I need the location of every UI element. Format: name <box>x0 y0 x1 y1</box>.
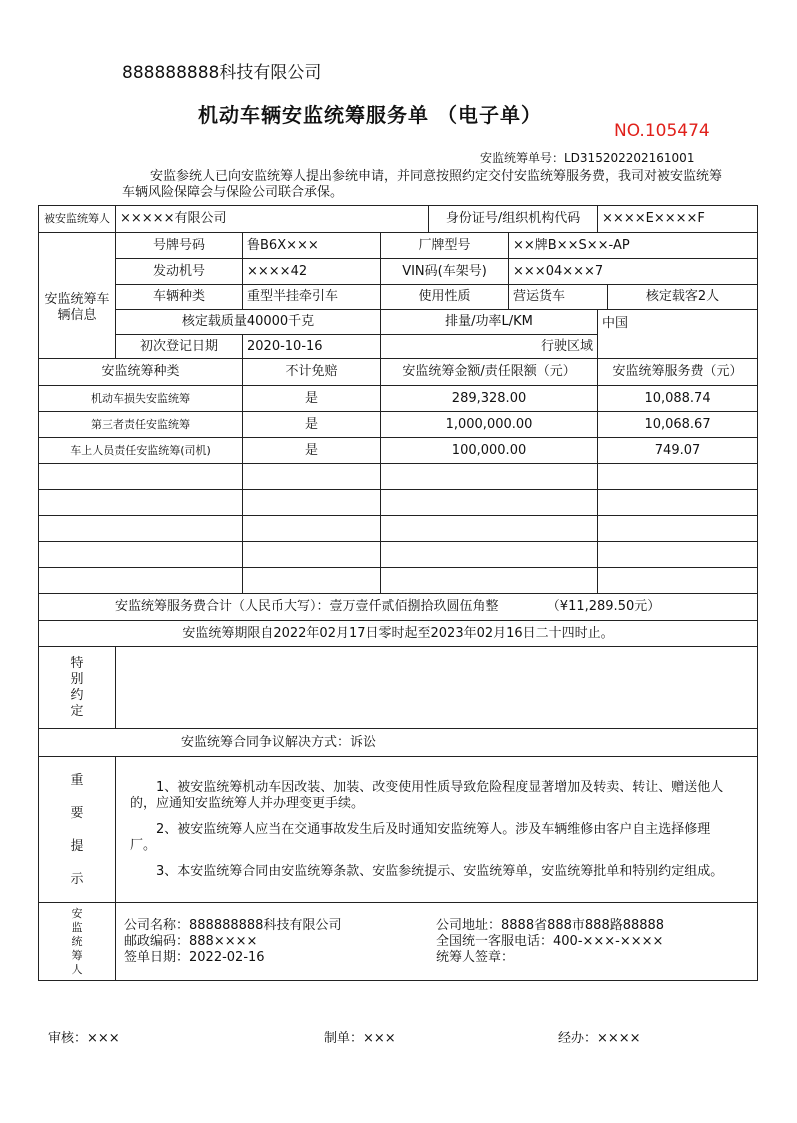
fee-total-label: 安监统筹服务费合计（人民币大写）：壹万壹仟贰佰捌拾玖圆伍角整 <box>115 599 499 614</box>
company-name-header: 888888888科技有限公司 <box>122 63 322 83</box>
insurer-company: 公司名称：888888888科技有限公司 <box>124 917 342 933</box>
coverage-header-type: 安监统筹种类 <box>39 359 243 386</box>
insurer-postcode: 邮政编码：888×××× <box>124 933 258 949</box>
footer-review: 审核：××× <box>48 1031 120 1046</box>
mass-value: 核定载质量40000千克 <box>116 310 381 335</box>
empty-row <box>39 568 758 594</box>
coverage-header-deductible: 不计免赔 <box>243 359 381 386</box>
table-row <box>39 386 758 412</box>
intro-text: 安监参统人已向安监统筹人提出参统申请，并同意按照约定交付安监统筹服务费，我司对被安监统筹车辆风险保障会与保险公司联合承保。 <box>122 169 723 200</box>
dispute-resolution: 安监统筹合同争议解决方式：诉讼 <box>39 729 758 757</box>
coverage-deductible: 是 <box>243 386 381 412</box>
model-value: ××牌B××S××-AP <box>509 233 758 259</box>
coverage-type: 车上人员责任安监统筹(司机) <box>39 438 243 464</box>
notice-content <box>116 757 758 903</box>
coverage-amount: 1,000,000.00 <box>381 412 598 438</box>
engine-value: ××××42 <box>243 259 381 285</box>
service-form-table <box>38 205 758 981</box>
insurer-signature: 统筹人签章： <box>436 949 515 965</box>
coverage-deductible: 是 <box>243 412 381 438</box>
coverage-header-amount: 安监统筹金额/责任限额（元） <box>381 359 598 386</box>
coverage-amount: 100,000.00 <box>381 438 598 464</box>
vehicle-type-value: 重型半挂牵引车 <box>243 285 381 310</box>
fee-total-amount: （¥11,289.50元） <box>546 599 661 614</box>
coverage-fee: 10,068.67 <box>598 412 758 438</box>
insured-name: ×××××有限公司 <box>116 206 429 233</box>
blank-cell <box>381 335 509 359</box>
engine-label: 发动机号 <box>116 259 243 285</box>
insurer-sign-date: 签单日期：2022-02-16 <box>124 949 265 965</box>
document-title: 机动车辆安监统筹服务单 （电子单） <box>198 103 542 127</box>
notice-label: 重要提示 <box>70 772 84 887</box>
insured-label: 被安监统筹人 <box>39 206 116 233</box>
region-label: 行驶区域 <box>509 335 598 359</box>
empty-row <box>39 516 758 542</box>
notice-item: 3、本安监统筹合同由安监统筹条款、安监参统提示、安监统筹单，安监统筹批单和特别约定组成。 <box>156 863 724 879</box>
usage-label: 使用性质 <box>381 285 509 310</box>
table-row <box>39 438 758 464</box>
id-label: 身份证号/组织机构代码 <box>429 206 598 233</box>
coverage-type: 机动车损失安监统筹 <box>39 386 243 412</box>
coverage-header-fee: 安监统筹服务费（元） <box>598 359 758 386</box>
coverage-deductible: 是 <box>243 438 381 464</box>
coverage-fee: 749.07 <box>598 438 758 464</box>
special-content <box>116 647 758 729</box>
notice-item: 2、被安监统筹人应当在交通事故发生后及时通知安监统筹人。涉及车辆维修由客户自主选择修理厂。 <box>130 821 711 853</box>
document-number: NO.105474 <box>614 121 710 141</box>
usage-value: 营运货车 <box>509 285 608 310</box>
id-value: ××××E××××F <box>598 206 758 233</box>
empty-row <box>39 490 758 516</box>
insurer-address: 公司地址：8888省888市888路88888 <box>436 917 665 933</box>
empty-row <box>39 542 758 568</box>
special-label-cell <box>39 647 116 729</box>
coverage-type: 第三者责任安监统筹 <box>39 412 243 438</box>
vehicle-type-label: 车辆种类 <box>116 285 243 310</box>
plate-label: 号牌号码 <box>116 233 243 259</box>
coverage-amount: 289,328.00 <box>381 386 598 412</box>
footer-handler: 经办：×××× <box>558 1031 641 1046</box>
insurer-label-cell <box>39 903 116 981</box>
coverage-period: 安监统筹期限自2022年02月17日零时起至2023年02月16日二十四时止。 <box>39 621 758 647</box>
seats-value: 核定载客2人 <box>608 285 758 310</box>
notice-label-cell <box>39 757 116 903</box>
fee-total-row <box>39 594 758 621</box>
region-value: 中国 <box>598 310 758 359</box>
vehicle-section-label: 安监统筹车辆信息 <box>39 259 116 359</box>
special-label: 特别约定 <box>70 655 84 719</box>
notice-item: 1、被安监统筹机动车因改装、加装、改变使用性质导致危险程度显著增加及转卖、转让、赠送他人的，应通知安监统筹人并办理变更手续。 <box>130 779 724 811</box>
displacement-label: 排量/功率L/KM <box>381 310 598 335</box>
vin-value: ×××04×××7 <box>509 259 758 285</box>
model-label: 厂牌型号 <box>381 233 509 259</box>
insurer-info <box>116 903 758 981</box>
blank-cell <box>39 233 116 259</box>
serial-number: 安监统筹单号：LD315202202161001 <box>480 151 695 165</box>
reg-date-value: 2020-10-16 <box>243 335 381 359</box>
empty-row <box>39 464 758 490</box>
table-row <box>39 412 758 438</box>
plate-value: 鲁B6X××× <box>243 233 381 259</box>
intro-statement <box>122 169 722 201</box>
footer-maker: 制单：××× <box>324 1031 396 1046</box>
coverage-fee: 10,088.74 <box>598 386 758 412</box>
insurer-label: 安监统筹人 <box>71 906 83 976</box>
reg-date-label: 初次登记日期 <box>116 335 243 359</box>
insurer-hotline: 全国统一客服电话：400-×××-×××× <box>436 933 664 949</box>
vin-label: VIN码(车架号) <box>381 259 509 285</box>
